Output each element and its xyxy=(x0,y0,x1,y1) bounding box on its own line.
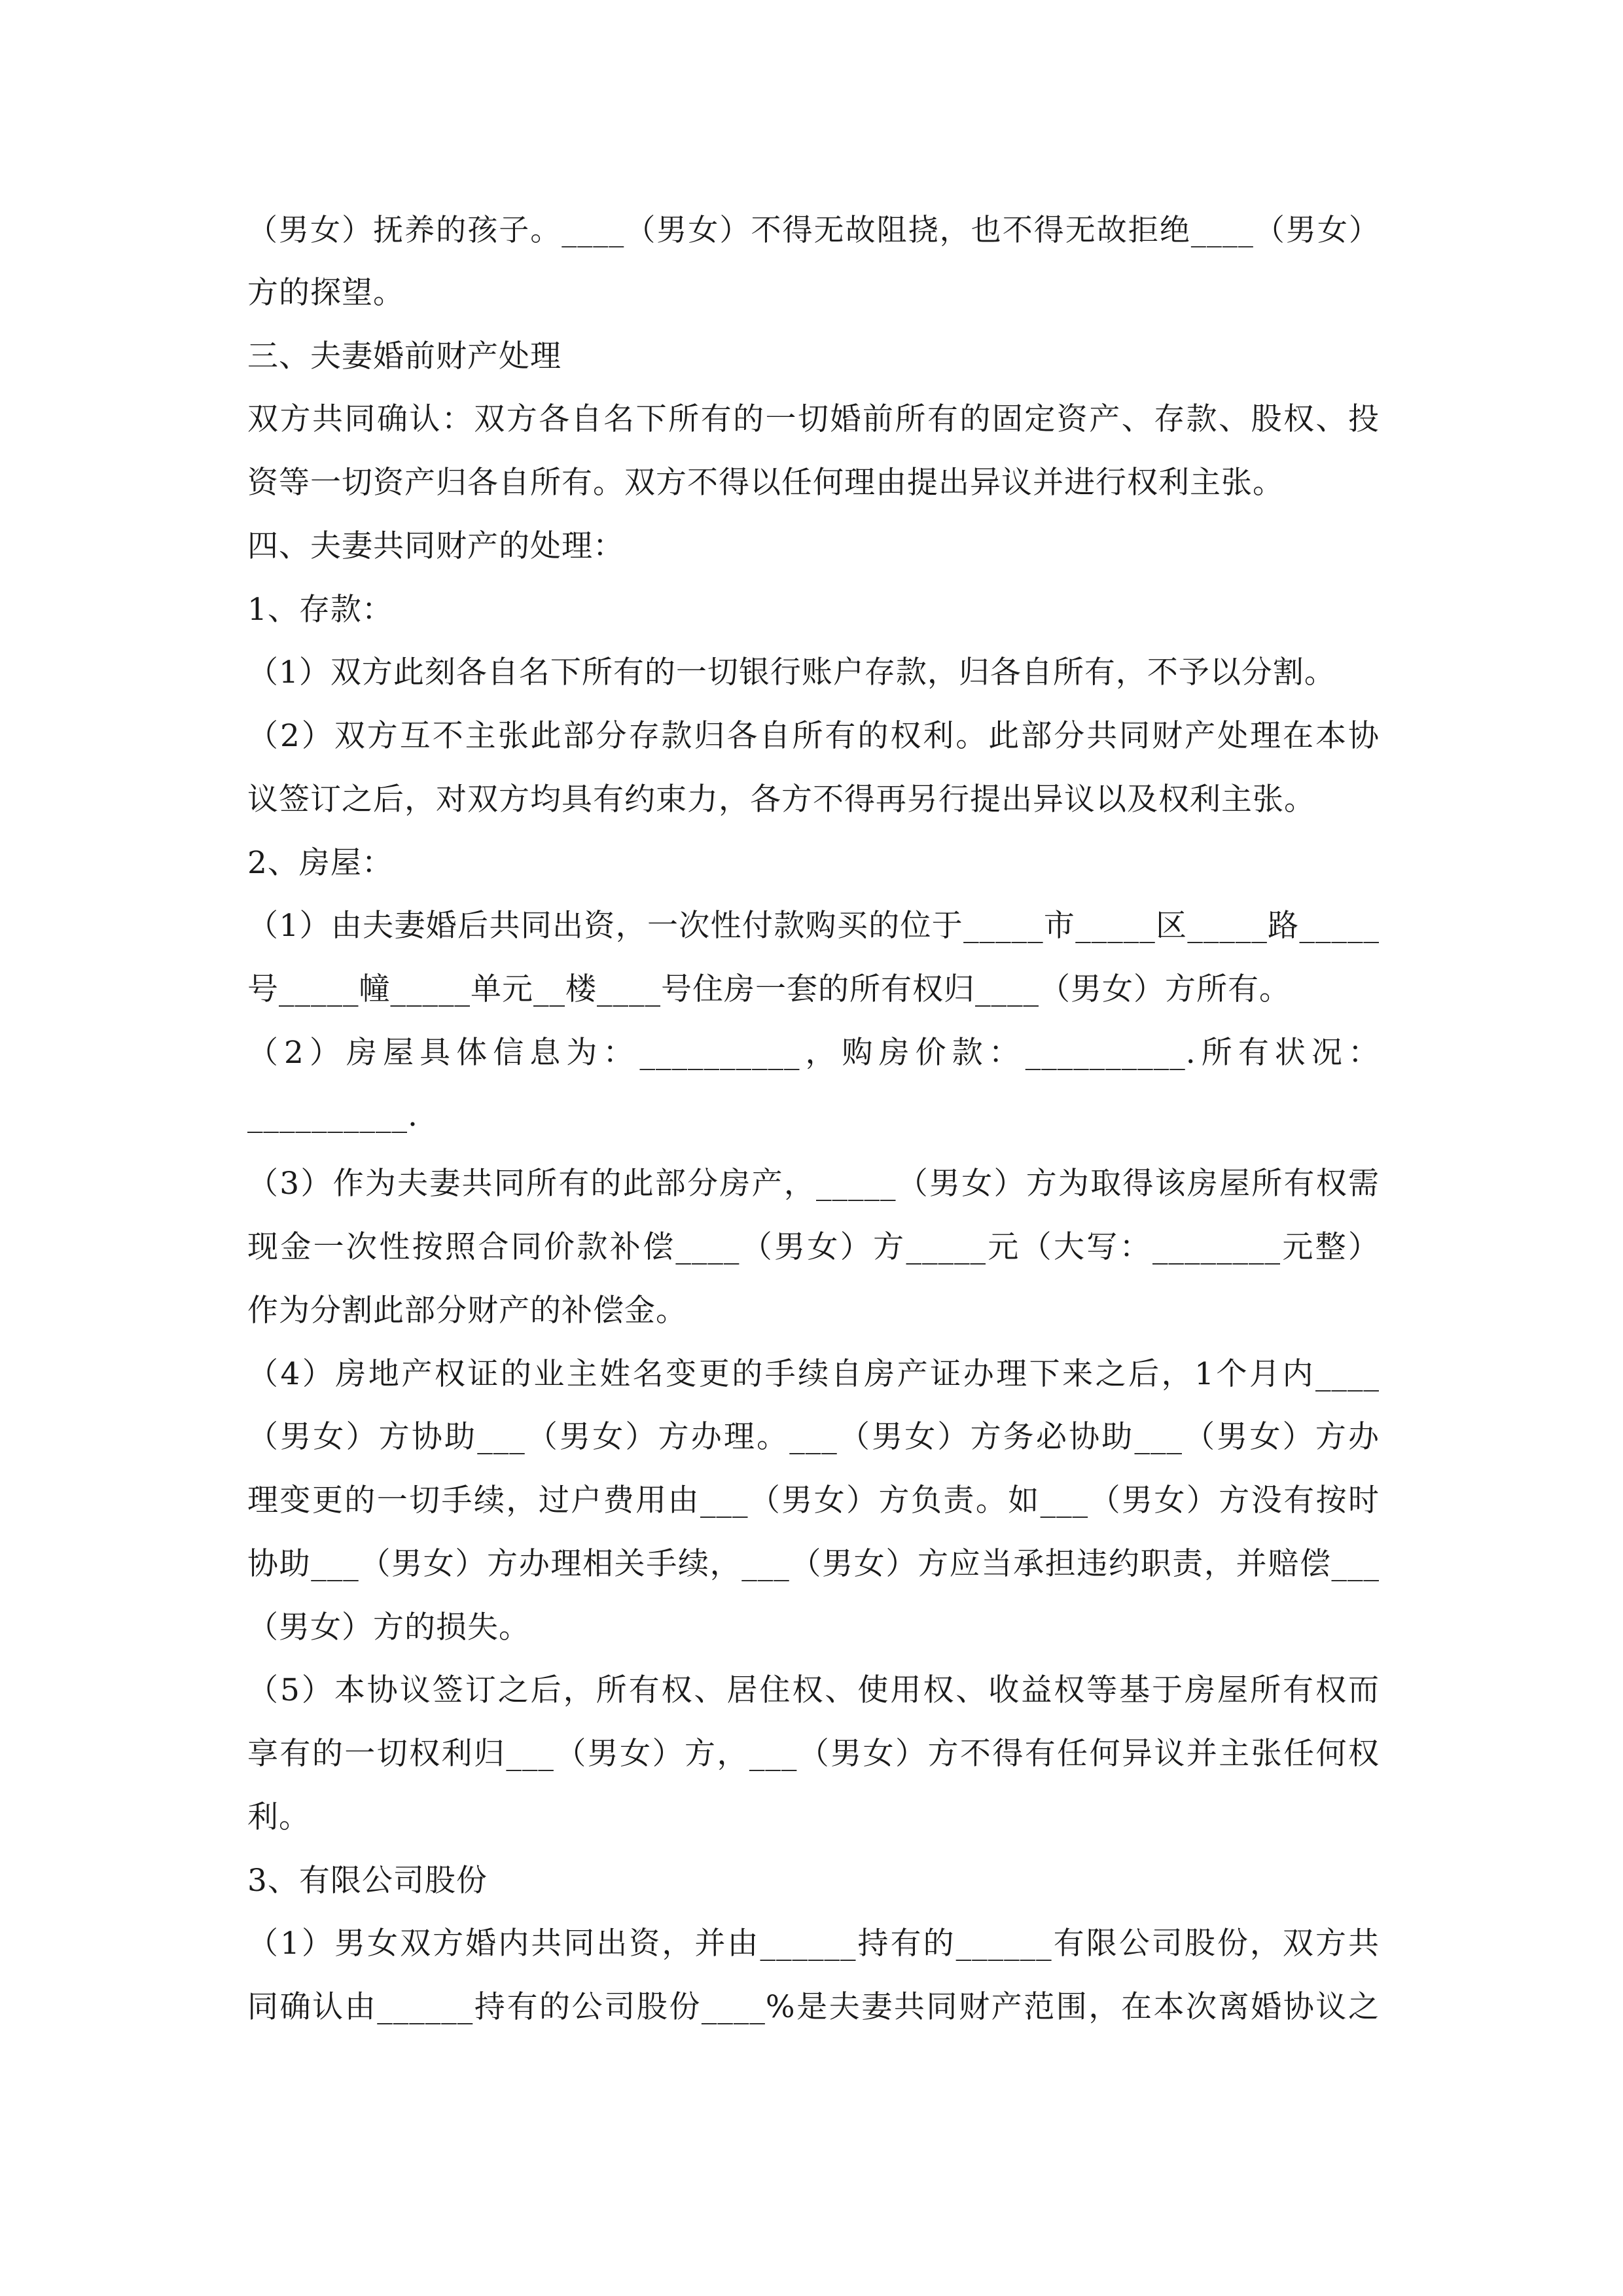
text-line: （2）房屋具体信息为：__________，购房价款：__________.所有状况： xyxy=(247,1035,1380,1071)
subsection-heading: 1、存款： xyxy=(247,592,393,628)
text-line: （4）房地产权证的业主姓名变更的手续自房产证办理下来之后，1个月内____ xyxy=(247,1356,1380,1392)
subsection-heading: 3、有限公司股份 xyxy=(247,1863,488,1899)
text-line: （1）双方此刻各自名下所有的一切银行账户存款，归各自所有，不予以分割。 xyxy=(247,655,1336,691)
text-line: 协助___（男女）方办理相关手续，___（男女）方应当承担违约职责，并赔偿___ xyxy=(247,1546,1380,1582)
text-line: 利。 xyxy=(247,1799,310,1835)
text-line: 理变更的一切手续，过户费用由___（男女）方负责。如___（男女）方没有按时 xyxy=(247,1482,1380,1518)
text-line: 方的探望。 xyxy=(247,275,404,311)
text-line: 资等一切资产归各自所有。双方不得以任何理由提出异议并进行权利主张。 xyxy=(247,465,1284,501)
text-line: （3）作为夫妻共同所有的此部分房产，_____（男女）方为取得该房屋所有权需 xyxy=(247,1166,1380,1202)
subsection-heading: 2、房屋： xyxy=(247,845,393,881)
text-line: 现金一次性按照合同价款补偿____（男女）方_____元（大写：________元整） xyxy=(247,1229,1380,1265)
text-line: 享有的一切权利归___（男女）方，___（男女）方不得有任何异议并主张任何权 xyxy=(247,1736,1380,1772)
text-line: 同确认由______持有的公司股份____%是夫妻共同财产范围，在本次离婚协议之 xyxy=(247,1989,1380,2025)
text-line: 号_____幢_____单元__楼____号住房一套的所有权归____（男女）方所有。 xyxy=(247,971,1291,1007)
text-line: （男女）方的损失。 xyxy=(247,1609,530,1645)
text-line: （男女）方协助___（男女）方办理。___（男女）方务必协助___（男女）方办 xyxy=(247,1419,1380,1455)
text-line: （2）双方互不主张此部分存款归各自所有的权利。此部分共同财产处理在本协 xyxy=(247,718,1380,754)
text-line: （1）由夫妻婚后共同出资，一次性付款购买的位于_____市_____区_____路_____ xyxy=(247,908,1380,944)
text-line: （5）本协议签订之后，所有权、居住权、使用权、收益权等基于房屋所有权而 xyxy=(247,1672,1380,1708)
text-line: 双方共同确认：双方各自名下所有的一切婚前所有的固定资产、存款、股权、投 xyxy=(247,401,1380,437)
text-line: 作为分割此部分财产的补偿金。 xyxy=(247,1293,687,1329)
text-line: 议签订之后，对双方均具有约束力，各方不得再另行提出异议以及权利主张。 xyxy=(247,781,1315,817)
text-line: （男女）抚养的孩子。____（男女）不得无故阻挠，也不得无故拒绝____（男女） xyxy=(247,212,1380,247)
section-heading: 四、夫妻共同财产的处理： xyxy=(247,528,624,564)
text-line: （1）男女双方婚内共同出资，并由______持有的______有限公司股份，双方共 xyxy=(247,1926,1380,1962)
section-heading: 三、夫妻婚前财产处理 xyxy=(247,338,562,374)
text-line: __________. xyxy=(247,1098,418,1134)
